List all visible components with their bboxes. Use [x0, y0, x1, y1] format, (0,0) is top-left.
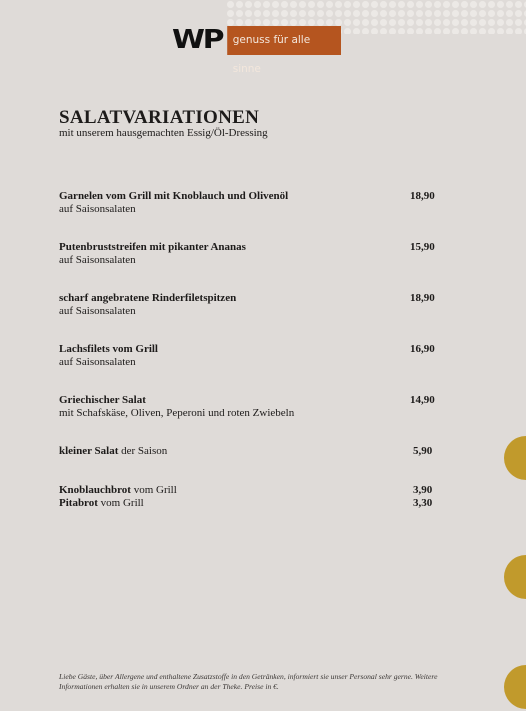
menu-item-name: Pitabrot	[59, 497, 98, 509]
section-title: SALATVARIATIONEN	[59, 107, 260, 128]
menu-item-name: kleiner Salat	[59, 445, 119, 457]
logo-mark: WP	[172, 26, 227, 55]
menu-item-suffix: der Saison	[118, 445, 168, 457]
menu-item	[59, 484, 439, 497]
decorative-gold-circle	[504, 555, 526, 599]
menu-item-description: auf Saisonsalaten	[59, 305, 136, 317]
menu-item-name: Putenbruststreifen mit pikanter Ananas	[59, 241, 246, 253]
menu-item-price: 18,90	[410, 190, 435, 202]
menu-item	[59, 497, 439, 510]
menu-item-suffix: vom Grill	[130, 484, 177, 496]
menu-item-name: Garnelen vom Grill mit Knoblauch und Olivenöl	[59, 190, 289, 202]
menu-item-price: 5,90	[413, 445, 433, 457]
menu-item-price: 3,30	[413, 497, 433, 509]
brand-logo	[172, 25, 341, 75]
menu-item-description: auf Saisonsalaten	[59, 203, 136, 215]
menu-item-description: auf Saisonsalaten	[59, 356, 136, 368]
menu-item	[59, 343, 439, 369]
menu-item	[59, 190, 439, 216]
menu-item-price: 18,90	[410, 292, 435, 304]
menu-item	[59, 445, 439, 458]
decorative-gold-circle	[504, 436, 526, 480]
menu-item-name: scharf angebratene Rinderfiletspitzen	[59, 292, 237, 304]
menu-item	[59, 241, 439, 267]
menu-item-price: 14,90	[410, 394, 435, 406]
menu-item-price: 3,90	[413, 484, 433, 496]
menu-item-suffix: vom Grill	[97, 497, 144, 509]
menu-item-name: Griechischer Salat	[59, 394, 146, 406]
section-subtitle: mit unserem hausgemachten Essig/Öl-Dressing	[59, 127, 268, 139]
menu-item	[59, 292, 439, 318]
menu-item-name: Knoblauchbrot	[59, 484, 131, 496]
decorative-gold-circle	[504, 665, 526, 709]
menu-item-description: auf Saisonsalaten	[59, 254, 136, 266]
allergen-footnote: Liebe Gäste, über Allergene und enthaltene Zusatzstoffe in den Getränken, informiert sie unser Personal sehr gerne. Weitere Informationen erhalten sie in unserem Ordner an der Theke. Preise in €.	[59, 672, 438, 691]
menu-item-price: 15,90	[410, 241, 435, 253]
menu-item	[59, 394, 439, 420]
menu-item-price: 16,90	[410, 343, 435, 355]
menu-item-name: Lachsfilets vom Grill	[59, 343, 158, 355]
logo-tagline: genuss für alle sinne	[226, 26, 341, 55]
menu-item-description: mit Schafskäse, Oliven, Peperoni und roten Zwiebeln	[59, 407, 295, 419]
